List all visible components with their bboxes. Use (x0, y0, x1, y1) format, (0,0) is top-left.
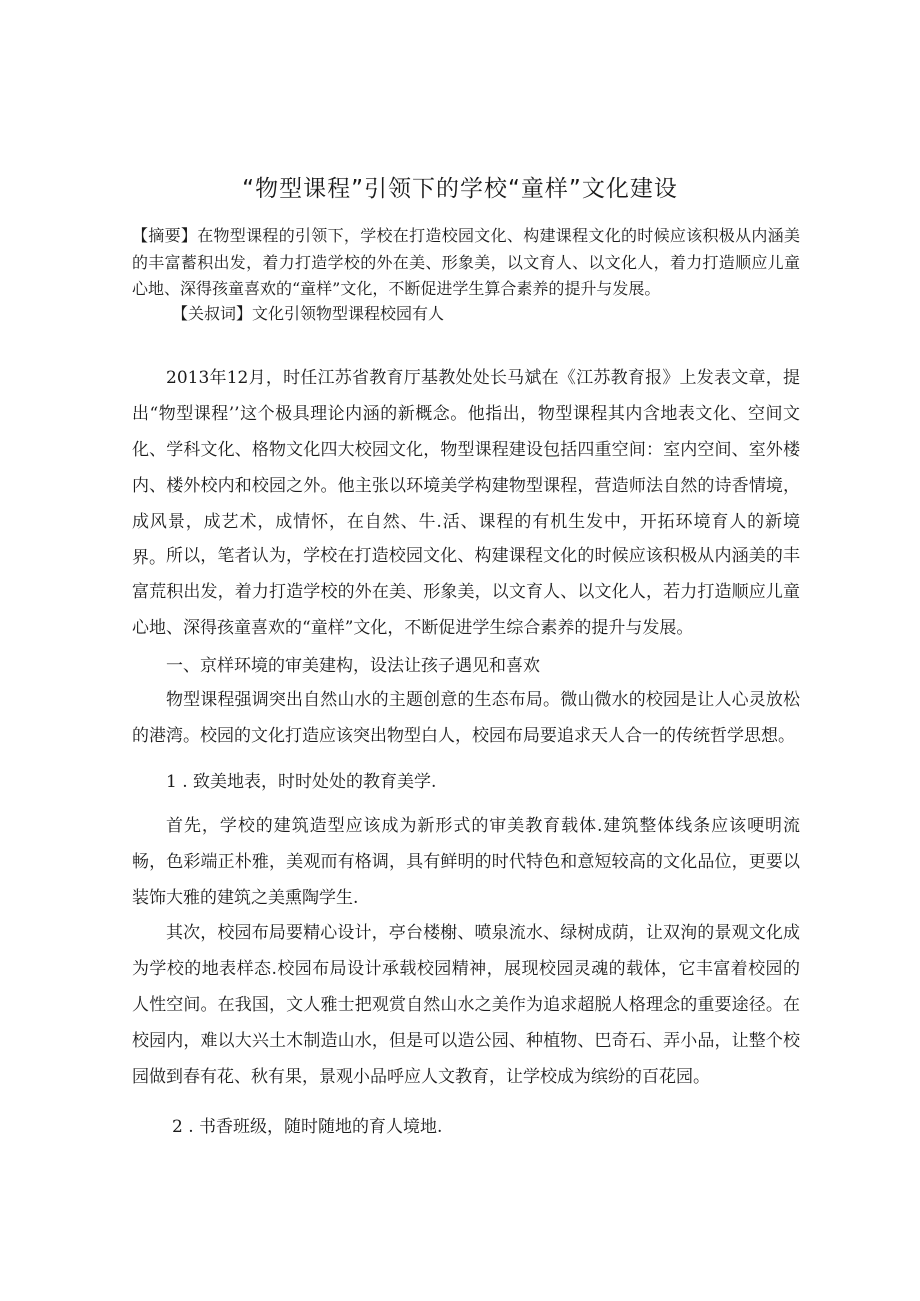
paragraph-1: 2013年12月，时任江苏省教育厅基教处处长马斌在《江苏教育报》上发表文章，提出“物型课程’’这个极具理论内涵的新概念。他指出，物型课程其内含地表文化、空间文化、学科文化、格物文化四大校园文化，物型课程建设包括四重空间：室内空间、室外楼内、楼外校内和校园之外。他主张以环境美学构建物型课程，营造师法自然的诗香情境，成风景，成艺术，成情怀，在自然、牛.活、课程的有机生发中，开拓环境育人的新境界。 (132, 368, 800, 568)
subheading-1: 1 . 致美地表，时时处处的教育美学. (166, 772, 437, 792)
paragraph-5: 其次，校园布局要精心设计，亭台楼榭、喷泉流水、绿树成荫，让双洵的景观文化成为学校的地表样态.校园布局设计承载校园精神，展现校园灵魂的载体，它丰富着校园的人性空间。在我国，文人雅士把观赏自然山水之美作为追求超脱人格理念的重要途径。在校园内，难以大兴土木制造山水，但是可以造公园、种植物、巴奇石、弄小品，让整个校园做到春有花、秋有果，景观小品呼应人文教育，让学校成为缤纷的百花园。 (132, 923, 800, 1087)
abstract: 【摘要】在物型课程的引领下，学校在打造校园文化、构建课程文化的时候应该积极从内涵美的丰富蓄积出发，着力打造学校的外在美、形象美，以文育人、以文化人，着力打造顺应儿童心地、深得孩童喜欢的“童样”文化，不断促进学生算合素养的提升与发展。 (132, 226, 800, 298)
keywords: 【关叔词】文化引领物型课程校园有人 (172, 304, 445, 323)
section-heading-1: 一、京样环境的审美建构，设法让孩子遇见和喜欢 (166, 656, 540, 676)
subheading-2: 2 . 书香班级，随时随地的育人境地. (172, 1117, 443, 1137)
paragraph-2: 所以，笔者认为，学校在打造校园文化、构建课程文化的时候应该积极从内涵美的丰富荒积出发，着力打造学校的外在美、形象美，以文育人、以文化人，若力打造顺应儿童心地、深得孩童喜欢的“童样”文化，不断促进学生综合素养的提升与发展。 (132, 546, 800, 638)
paragraph-4: 首先，学校的建筑造型应该成为新形式的审美教育载体.建筑整体线条应该哽明流畅，色彩端正朴雅，美观而有格调，具有鲜明的时代特色和意短较高的文化品位，更要以装饰大雅的建筑之美熏陶学生. (132, 816, 800, 908)
document-title: “物型课程”引领下的学校“童样”文化建设 (242, 176, 678, 202)
paragraph-3: 物型课程强调突出自然山水的主题创意的生态布局。微山微水的校园是让人心灵放松的港湾。校园的文化打造应该突出物型白人，校园布局要追求天人合一的传统哲学思想。 (132, 690, 800, 746)
